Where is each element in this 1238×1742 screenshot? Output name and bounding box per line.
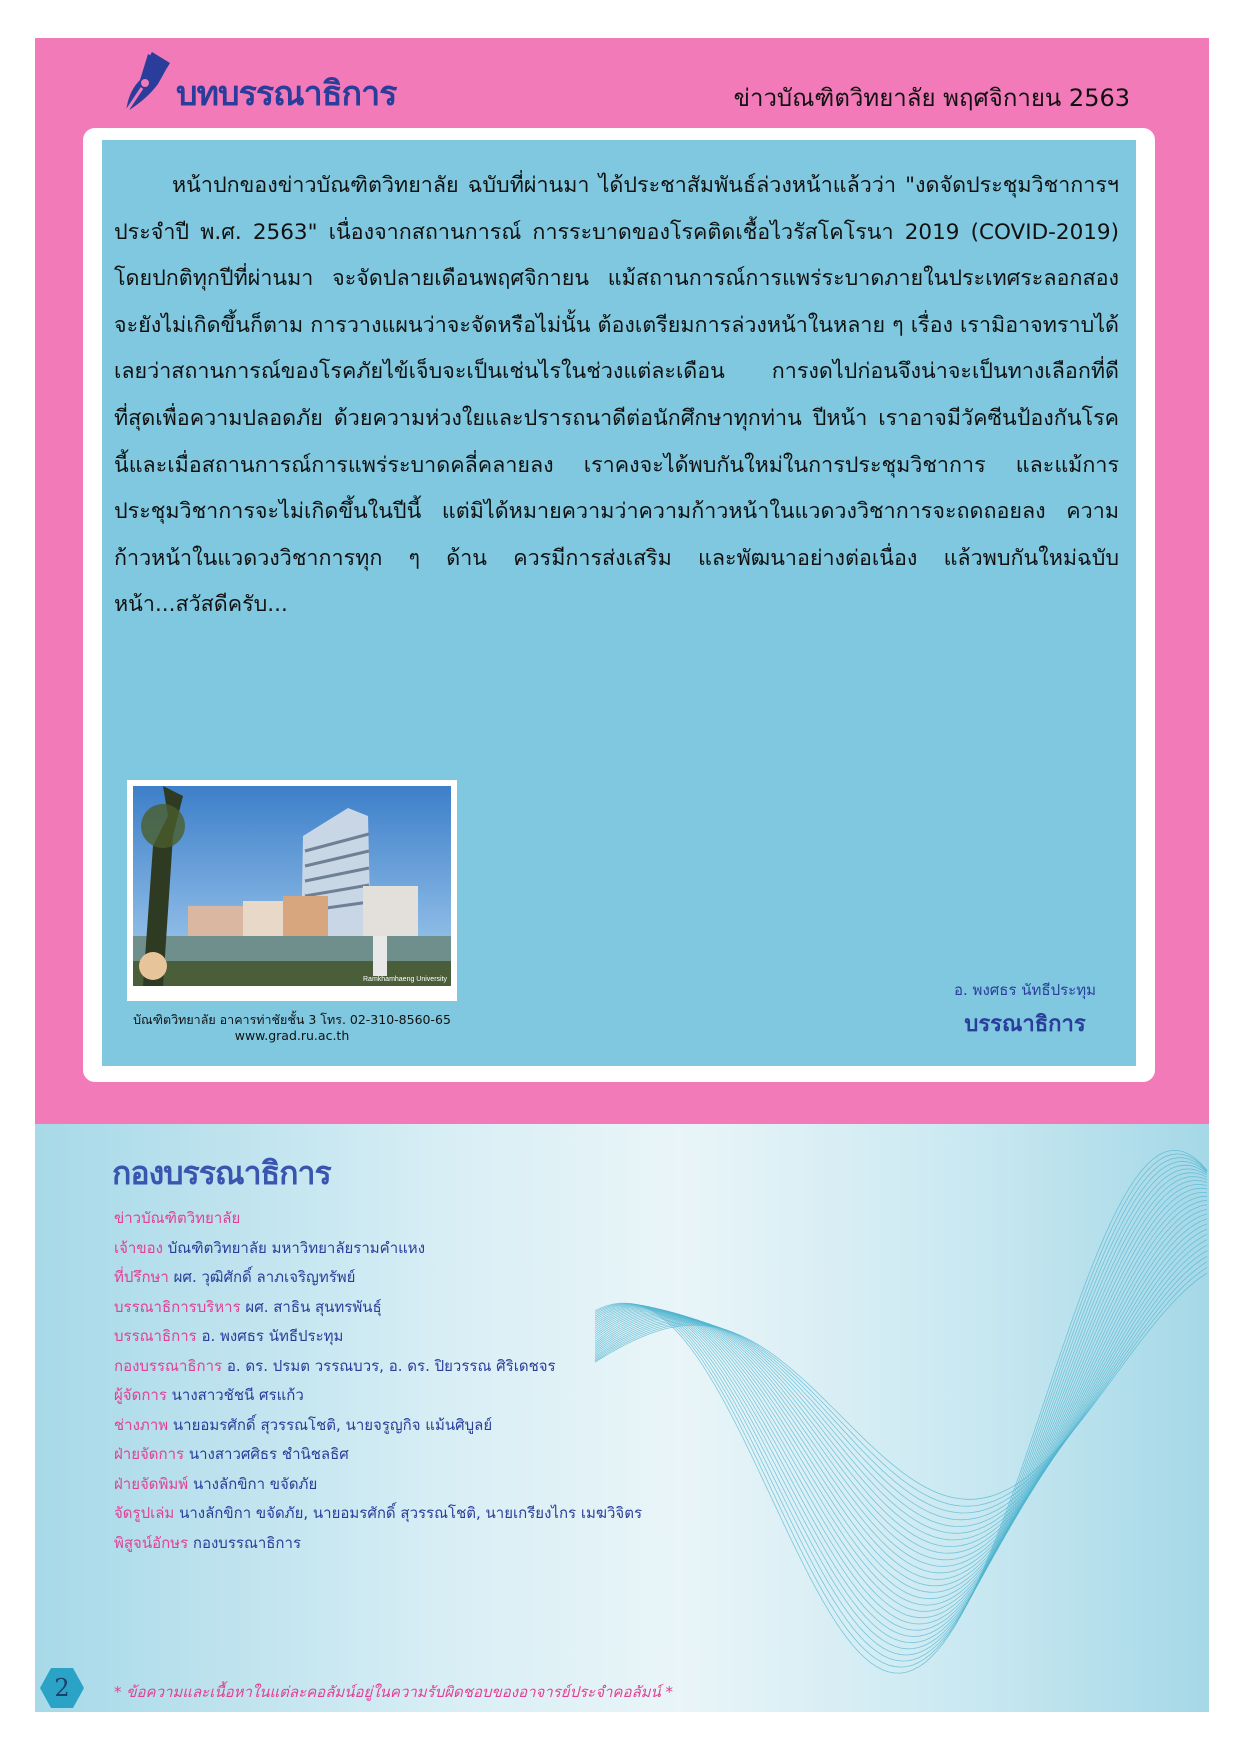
staff-role: ฝ่ายจัดพิมพ์ xyxy=(114,1474,189,1493)
author-name: อ. พงศธร นัทธีประทุม xyxy=(954,981,1096,999)
wave-line xyxy=(595,1205,1207,1586)
staff-title: กองบรรณาธิการ xyxy=(112,1154,331,1192)
staff-names: ผศ. สาธิน สุนทรพันธุ์ xyxy=(240,1297,382,1316)
staff-names: ผศ. วุฒิศักดิ์ ลาภเจริญทรัพย์ xyxy=(168,1268,356,1286)
staff-names: นางลักขิกา ขจัดภัย xyxy=(188,1474,318,1493)
staff-row xyxy=(114,1381,642,1411)
wave-line xyxy=(595,1229,1207,1553)
wave-line xyxy=(595,1262,1207,1513)
staff-role: เจ้าของ xyxy=(114,1238,163,1257)
staff-names: นางลักขิกา ขจัดภัย, นายอมรศักดิ์ สุวรรณโชติ, นายเกรียงไกร เมฆวิจิตร xyxy=(174,1504,643,1522)
staff-names: นางสาวชัชนี ศรแก้ว xyxy=(166,1386,304,1404)
staff-names: นางสาวศศิธร ชำนิชลธิศ xyxy=(184,1445,349,1463)
staff-names: กองบรรณาธิการ xyxy=(188,1533,301,1552)
footer-disclaimer: * ข้อความและเนื้อหาในแต่ละคอลัมน์อยู่ในความรับผิดชอบของอาจารย์ประจำคอลัมน์ * xyxy=(114,1683,674,1701)
staff-row xyxy=(114,1440,642,1470)
wave-line xyxy=(595,1192,1207,1605)
wave-line xyxy=(595,1209,1207,1579)
staff-row xyxy=(114,1529,642,1559)
wave-line xyxy=(595,1196,1207,1599)
staff-role: พิสูจน์อักษร xyxy=(114,1533,189,1552)
staff-names: นายอมรศักดิ์ สุวรรณโชติ, นายจรูญกิจ แม้นศิบูลย์ xyxy=(168,1415,493,1434)
staff-role: ช่างภาพ xyxy=(114,1415,169,1434)
pen-nib-icon xyxy=(118,52,170,114)
staff-list xyxy=(114,1204,642,1558)
staff-row xyxy=(114,1293,642,1323)
photo-caption-url: www.grad.ru.ac.th xyxy=(234,1028,350,1043)
staff-row xyxy=(114,1411,642,1441)
staff-role: ข่าวบัณฑิตวิทยาลัย xyxy=(114,1209,241,1227)
wave-line xyxy=(595,1158,1207,1661)
photo-caption-address: บัณฑิตวิทยาลัย อาคารท่าชัยชั้น 3 โทร. 02-310-8560-65 xyxy=(133,1012,451,1027)
wave-line xyxy=(595,1219,1207,1567)
issue-label: ข่าวบัณฑิตวิทยาลัย พฤศจิกายน 2563 xyxy=(733,84,1130,112)
editorial-body: หน้าปกของข่าวบัณฑิตวิทยาลัย ฉบับที่ผ่านมา ได้ประชาสัมพันธ์ล่วงหน้าแล้วว่า "งดจัดประชุมวิชาการฯ ประจำปี พ.ศ. 2563" เนื่องจากสถานการณ์ การระบาดของโรคติดเชื้อไวรัสโคโรนา 2019 (COVID-2019) โดยปกติทุกปีที่ผ่านมา จะจัดปลายเดือนพฤศจิกายน แม้สถานการณ์การแพร่ระบาดภายในประเทศระลอกสองจะยังไม่เกิดขึ้นก็ตาม การวางแผนว่าจะจัดหรือไม่นั้น ต้องเตรียมการล่วงหน้าในหลาย ๆ เรื่อง เรามิอาจทราบได้เลยว่าสถานการณ์ของโรคภัยไข้เจ็บจะเป็นเช่นไรในช่วงแต่ละเดือน การงดไปก่อนจึงน่าจะเป็นทางเลือกที่ดีที่สุดเพื่อความปลอดภัย ด้วยความห่วงใยและปรารถนาดีต่อนักศึกษาทุกท่าน ปีหน้า เราอาจมีวัคซีนป้องกันโรคนี้และเมื่อสถานการณ์การแพร่ระบาดคลี่คลายลง เราคงจะได้พบกันใหม่ในการประชุมวิชาการ และแม้การประชุมวิชาการจะไม่เกิดขึ้นในปีนี้ แต่มิได้หมายความว่าความก้าวหน้าในแวดวงวิชาการจะถดถอยลง ความก้าวหน้าในแวดวงวิชาการทุก ๆ ด้าน ควรมีการส่งเสริม และพัฒนาอย่างต่อเนื่อง แล้วพบกันใหม่ฉบับหน้า...สวัสดีครับ... xyxy=(114,173,1119,618)
staff-names: อ. ดร. ปรมต วรรณบวร, อ. ดร. ปิยวรรณ ศิริเดชจร xyxy=(222,1356,556,1375)
staff-row xyxy=(114,1499,642,1529)
staff-row xyxy=(114,1234,642,1264)
staff-row xyxy=(114,1204,642,1234)
photo-watermark: Ramkhamhaeng University xyxy=(363,976,448,983)
section-title: บทบรรณาธิการ xyxy=(176,74,397,114)
wave-line xyxy=(595,1251,1207,1527)
staff-role: ฝ่ายจัดการ xyxy=(114,1445,185,1463)
staff-row xyxy=(114,1352,642,1382)
wave-line xyxy=(595,1273,1207,1499)
staff-role: บรรณาธิการบริหาร xyxy=(114,1297,241,1316)
wave-line xyxy=(595,1161,1207,1655)
staff-role: จัดรูปเล่ม xyxy=(114,1504,175,1522)
staff-row xyxy=(114,1322,642,1352)
wave-line xyxy=(595,1169,1207,1643)
wave-line xyxy=(595,1180,1207,1624)
wave-line xyxy=(595,1184,1207,1617)
staff-role: ที่ปรึกษา xyxy=(114,1268,169,1286)
staff-names: บัณฑิตวิทยาลัย มหาวิทยาลัยรามคำแหง xyxy=(162,1238,426,1257)
building-photo xyxy=(133,786,451,986)
wave-line xyxy=(595,1173,1207,1637)
staff-role: กองบรรณาธิการ xyxy=(114,1356,223,1375)
page-number: 2 xyxy=(54,1674,70,1702)
staff-names: อ. พงศธร นัทธีประทุม xyxy=(196,1327,344,1345)
author-role: บรรณาธิการ xyxy=(964,1012,1086,1037)
staff-row xyxy=(114,1263,642,1293)
staff-row xyxy=(114,1470,642,1500)
staff-role: บรรณาธิการ xyxy=(114,1327,197,1345)
staff-role: ผู้จัดการ xyxy=(114,1386,167,1404)
